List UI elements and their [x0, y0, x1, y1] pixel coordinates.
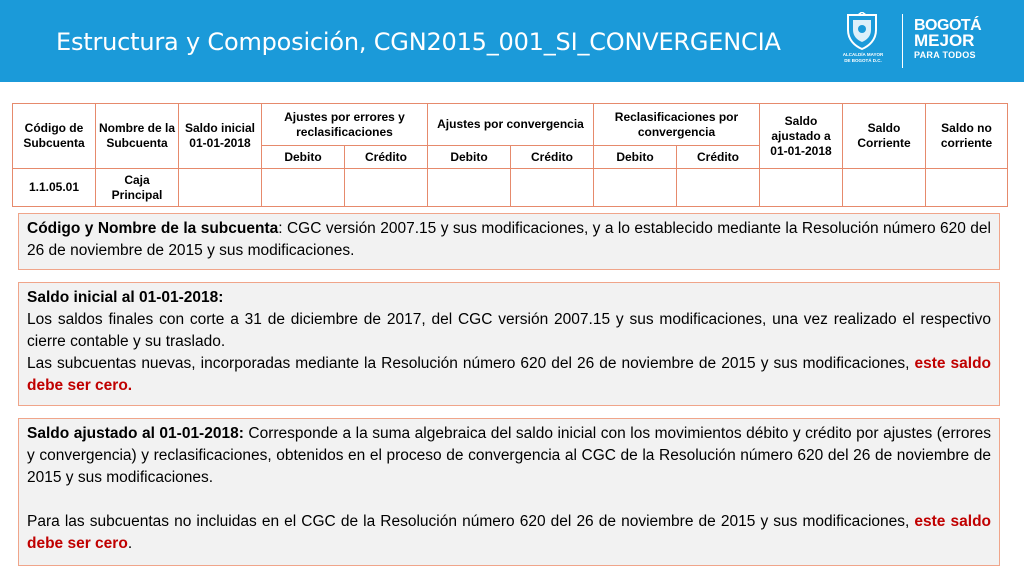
- header-codigo: Código de Subcuenta: [13, 104, 96, 169]
- box-saldo-inicial-heading: Saldo inicial al 01-01-2018:: [27, 289, 224, 306]
- header-saldo-corriente: Saldo Corriente: [843, 104, 926, 169]
- table-row: [13, 169, 1008, 207]
- box-saldo-ajustado-para1: Saldo ajustado al 01-01-2018: Corresponde a la suma algebraica del saldo inicial con los movimientos débito y crédito por ajustes (errores y convergencia) y reclasificaciones, obtenidos en el proceso de convergencia al CGC de la Resolución número 620 del 26 de noviembre de 2015 y sus modificaciones.: [27, 425, 991, 486]
- header-saldo-ajustado: Saldo ajustado a 01-01-2018: [760, 104, 843, 169]
- cell-saldo-inicial: [179, 169, 262, 207]
- header-credito-errores: Crédito: [345, 146, 428, 169]
- subcuenta-table: [12, 103, 1008, 207]
- header-credito-convergencia: Crédito: [511, 146, 594, 169]
- cell-saldo-corriente: [843, 169, 926, 207]
- cell-debito-reclasificaciones: [594, 169, 677, 207]
- slide-title: Estructura y Composición, CGN2015_001_SI_CONVERGENCIA: [56, 28, 781, 56]
- slide-header: [0, 0, 1024, 82]
- box-saldo-inicial: [18, 282, 1000, 406]
- cell-debito-errores: [262, 169, 345, 207]
- cell-credito-reclasificaciones: [677, 169, 760, 207]
- bogota-logo: [840, 8, 1016, 74]
- box-codigo-nombre-text: Código y Nombre de la subcuenta: CGC versión 2007.15 y sus modificaciones, y a lo establecido mediante la Resolución número 620 del 26 de noviembre de 2015 y sus modificaciones.: [27, 220, 991, 259]
- cell-debito-convergencia: [428, 169, 511, 207]
- box-codigo-nombre: [18, 213, 1000, 270]
- box-saldo-ajustado: [18, 418, 1000, 566]
- header-nombre: Nombre de la Subcuenta: [96, 104, 179, 169]
- cell-nombre: Caja Principal: [96, 169, 179, 207]
- header-ajustes-errores: Ajustes por errores y reclasificaciones: [262, 104, 428, 146]
- header-ajustes-convergencia: Ajustes por convergencia: [428, 104, 594, 146]
- box-saldo-inicial-para1: Los saldos finales con corte a 31 de diciembre de 2017, del CGC versión 2007.15 y sus modificaciones, una vez realizado el respectivo cierre contable y su traslado.: [27, 311, 991, 350]
- header-reclasificaciones: Reclasificaciones por convergencia: [594, 104, 760, 146]
- header-debito-convergencia: Debito: [428, 146, 511, 169]
- header-saldo-no-corriente: Saldo no corriente: [926, 104, 1008, 169]
- header-credito-reclasificaciones: Crédito: [677, 146, 760, 169]
- cell-credito-errores: [345, 169, 428, 207]
- cell-codigo: 1.1.05.01: [13, 169, 96, 207]
- box-saldo-ajustado-para2: Para las subcuentas no incluidas en el CGC de la Resolución número 620 del 26 de noviembre de 2015 y sus modificaciones, este saldo debe ser cero.: [27, 513, 991, 552]
- logo-divider: [902, 14, 903, 68]
- header-debito-errores: Debito: [262, 146, 345, 169]
- box-saldo-inicial-para2: Las subcuentas nuevas, incorporadas mediante la Resolución número 620 del 26 de noviembre de 2015 y sus modificaciones, este saldo debe ser cero.: [27, 355, 992, 394]
- brand-text: BOGOTÁ MEJOR PARA TODOS: [914, 17, 982, 60]
- header-saldo-inicial: Saldo inicial 01-01-2018: [179, 104, 262, 169]
- shield-caption: ALCALDÍA MAYOR DE BOGOTÁ D.C.: [842, 52, 884, 63]
- cell-saldo-no-corriente: [926, 169, 1008, 207]
- header-debito-reclasificaciones: Debito: [594, 146, 677, 169]
- cell-credito-convergencia: [511, 169, 594, 207]
- coat-of-arms-icon: [845, 12, 879, 50]
- cell-saldo-ajustado: [760, 169, 843, 207]
